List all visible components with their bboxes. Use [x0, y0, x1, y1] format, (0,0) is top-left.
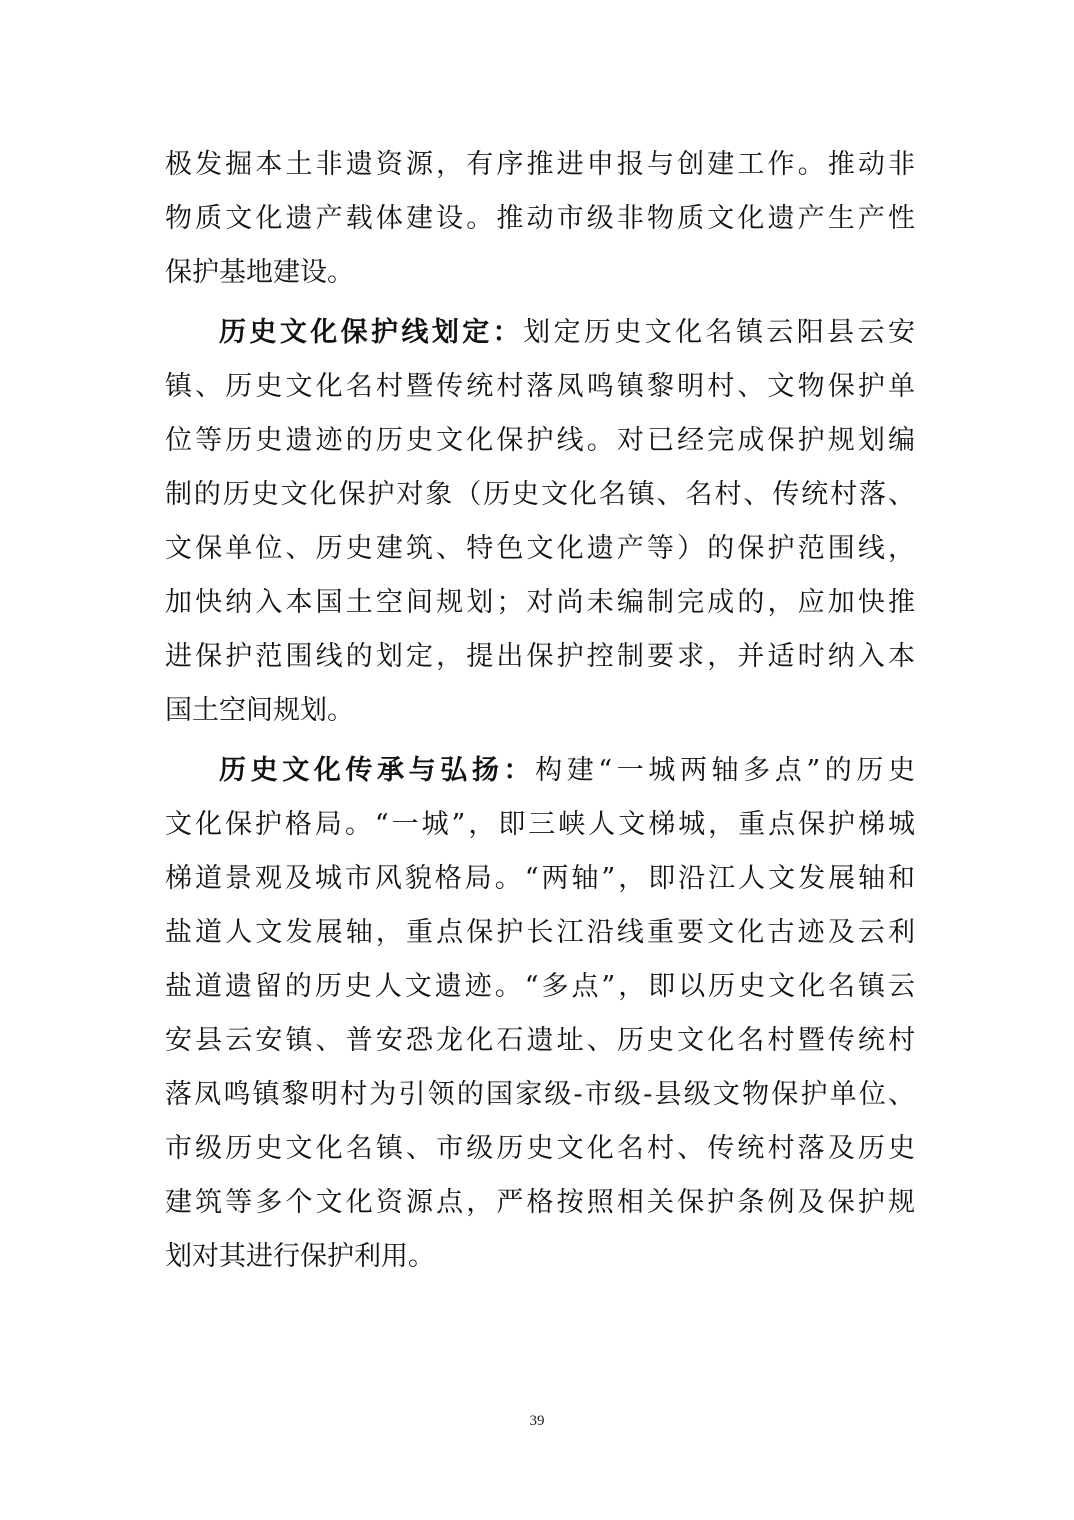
text-line: [165, 306, 915, 360]
text-line: 国土空间规划。: [165, 695, 354, 726]
page-number: 39: [529, 1413, 545, 1429]
text-line: 市级历史文化名镇、市级历史文化名村、传统村落及历史: [165, 1133, 915, 1164]
text-line: 物质文化遗产载体建设。推动市级非物质文化遗产生产性: [165, 203, 915, 234]
text-line: 梯道景观及城市风貌格局。“两轴”，即沿江人文发展轴和: [165, 863, 915, 894]
text-line: 极发掘本土非遗资源，有序推进申报与创建工作。推动非: [165, 149, 915, 180]
text-line: 文保单位、历史建筑、特色文化遗产等）的保护范围线，: [165, 533, 915, 564]
text-line: [165, 744, 915, 798]
paragraph-heading: 历史文化保护线划定：: [219, 317, 524, 348]
text-line: 制的历史文化保护对象（历史文化名镇、名村、传统村落、: [165, 479, 915, 510]
body-text: [165, 138, 915, 1284]
text-line: 保护基地建设。: [165, 257, 354, 288]
text-line: 文化保护格局。“一城”，即三峡人文梯城，重点保护梯城: [165, 809, 915, 840]
text-line: 安县云安镇、普安恐龙化石遗址、历史文化名村暨传统村: [165, 1025, 915, 1056]
text-line: 盐道人文发展轴，重点保护长江沿线重要文化古迹及云利: [165, 917, 915, 948]
text-line: 镇、历史文化名村暨传统村落凤鸣镇黎明村、文物保护单: [165, 371, 915, 402]
text-line: 进保护范围线的划定，提出保护控制要求，并适时纳入本: [165, 641, 915, 672]
text-span: 划定历史文化名镇云阳县云安: [523, 317, 916, 348]
paragraph-heritage-promotion: [165, 744, 915, 1284]
text-line: 位等历史遗迹的历史文化保护线。对已经完成保护规划编: [165, 425, 915, 456]
text-line: 划对其进行保护利用。: [165, 1241, 435, 1272]
text-line: 建筑等多个文化资源点，严格按照相关保护条例及保护规: [165, 1187, 915, 1218]
text-span: 构建“一城两轴多点”的历史: [535, 755, 916, 786]
text-line: 落凤鸣镇黎明村为引领的国家级-市级-县级文物保护单位、: [165, 1079, 915, 1110]
text-line: 加快纳入本国土空间规划；对尚未编制完成的，应加快推: [165, 587, 915, 618]
paragraph-protection-line: [165, 306, 915, 738]
text-line: 盐道遗留的历史人文遗迹。“多点”，即以历史文化名镇云: [165, 971, 915, 1002]
paragraph-nonheritage-continuation: [165, 138, 915, 300]
paragraph-heading: 历史文化传承与弘扬：: [219, 755, 536, 786]
